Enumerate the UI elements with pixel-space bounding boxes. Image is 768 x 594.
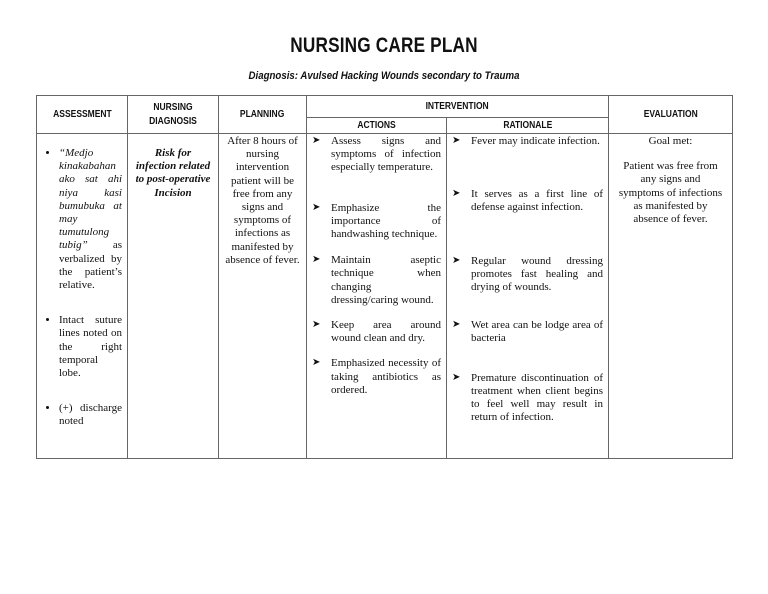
action-item: ➤ Emphasize the importance of handwashing technique. — [312, 201, 441, 241]
header-rationale: RATIONALE — [447, 118, 609, 134]
action-item: ➤ Maintain aseptic technique when changing dressing/caring wound. — [312, 254, 441, 306]
evaluation-cell — [609, 134, 733, 459]
header-actions: ACTIONS — [307, 118, 447, 134]
arrow-bullet-icon: ➤ — [452, 319, 461, 331]
assessment-item: • Intact suture lines noted on the right temporal lobe. — [59, 314, 122, 380]
care-plan-table — [36, 95, 733, 459]
arrow-bullet-icon: ➤ — [312, 319, 321, 331]
header-nursing-diagnosis: NURSING DIAGNOSIS — [128, 96, 219, 134]
arrow-bullet-icon: ➤ — [312, 135, 321, 146]
action-item: ➤ Keep area around wound clean and dry. — [312, 319, 441, 345]
arrow-bullet-icon: ➤ — [452, 188, 461, 200]
rationale-item: ➤ Regular wound dressing promotes fast healing and drying of wounds. — [452, 254, 603, 294]
evaluation-goal: Goal met: — [648, 135, 693, 147]
arrow-bullet-icon: ➤ — [452, 254, 461, 266]
assessment-cell — [37, 134, 128, 459]
actions-cell — [307, 134, 447, 459]
arrow-bullet-icon: ➤ — [452, 371, 461, 383]
diagnosis-subtitle: Diagnosis: Avulsed Hacking Wounds secondary to Trauma — [248, 70, 520, 82]
header-assessment: ASSESSMENT — [37, 96, 128, 134]
arrow-bullet-icon: ➤ — [312, 254, 321, 266]
header-evaluation: EVALUATION — [609, 96, 733, 134]
nursing-diagnosis-cell: Risk for infection related to post-operative Incision — [128, 134, 219, 459]
action-item: ➤ Emphasized necessity of taking antibiotics as ordered. — [312, 357, 441, 396]
assessment-item: • (+) discharge noted — [59, 402, 122, 428]
arrow-bullet-icon: ➤ — [312, 201, 321, 213]
assessment-item: • “Medjo kinakabahan ako sat ahi niya kasi bumubuka at may tumutulong tubig” as verbalized by the patient’s relative. — [59, 147, 122, 292]
rationale-cell — [447, 134, 609, 459]
header-planning: PLANNING — [219, 96, 307, 134]
arrow-bullet-icon: ➤ — [452, 135, 461, 146]
header-intervention: INTERVENTION — [307, 96, 609, 118]
rationale-item: ➤ Premature discontinuation of treatment when client begins to feel well may result in return of infection. — [452, 371, 603, 424]
document-title: NURSING CARE PLAN — [290, 34, 478, 57]
rationale-item: ➤ It serves as a first line of defense against infection. — [452, 188, 603, 214]
evaluation-text: Patient was free from any signs and symptoms of infections as manifested by absence of fever. — [618, 160, 723, 226]
action-item: ➤ Assess signs and symptoms of infection especially temperature. — [312, 135, 441, 174]
rationale-item: ➤ Wet area can be lodge area of bacteria — [452, 319, 603, 345]
planning-cell: After 8 hours of nursing intervention patient will be free from any signs and symptoms of infections as manifested by absence of fever. — [219, 134, 307, 459]
arrow-bullet-icon: ➤ — [312, 357, 321, 369]
rationale-item: ➤ Fever may indicate infection. — [452, 135, 600, 147]
